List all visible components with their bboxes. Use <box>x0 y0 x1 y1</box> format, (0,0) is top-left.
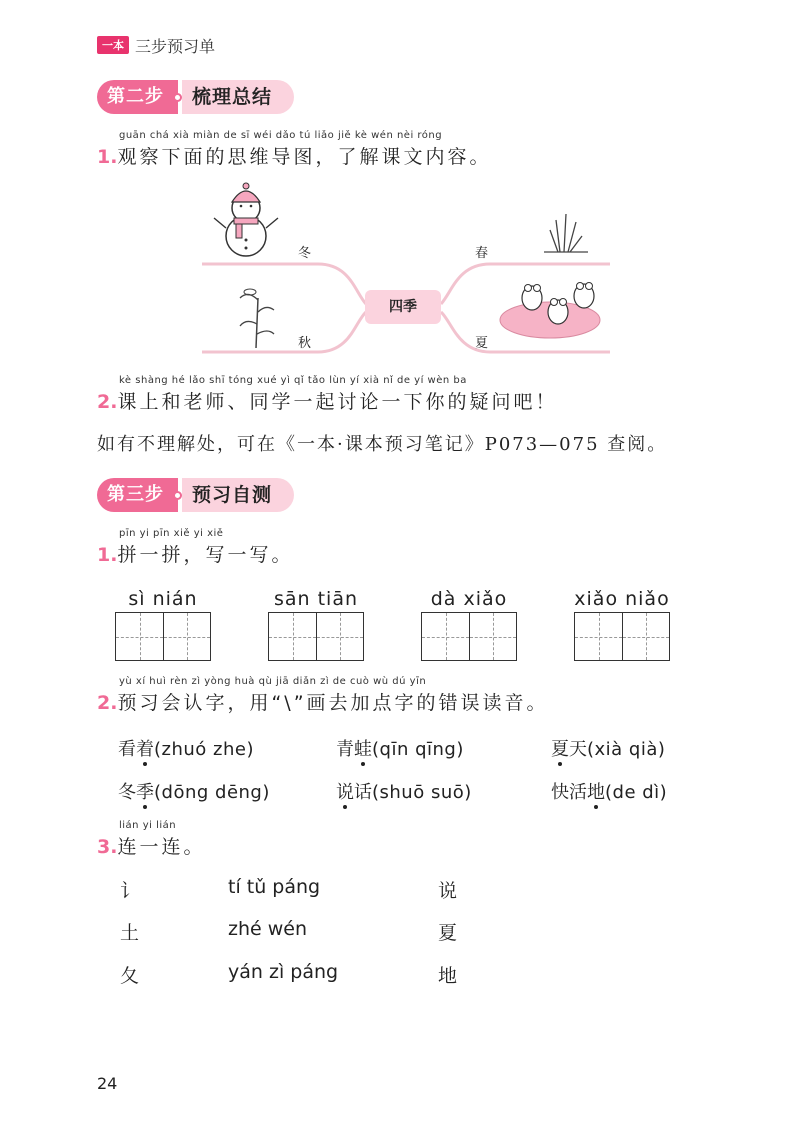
reading-item-5: 说话(shuō suō) <box>336 778 472 804</box>
match-radical-name[interactable]: zhé wén <box>228 918 308 940</box>
match-radical[interactable]: 夂 <box>120 965 140 987</box>
match-radical[interactable]: 土 <box>120 922 140 944</box>
writing-grid-pinyin: xiǎo niǎo <box>574 588 670 610</box>
reading-options[interactable]: (xià qià) <box>587 739 666 760</box>
match-radical-name[interactable]: tí tǔ páng <box>228 876 321 898</box>
practice-2-line <box>97 689 549 717</box>
reading-item-4: 冬季(dōng dēng) <box>118 778 270 804</box>
writing-grid-pinyin: sān tiān <box>273 588 359 610</box>
question-2-line <box>97 388 557 416</box>
dotted-char: 说 <box>336 778 354 804</box>
mind-map-summer: 夏 <box>475 336 489 351</box>
reading-options[interactable]: (qīn qīng) <box>372 739 464 760</box>
dotted-char: 夏 <box>551 735 569 761</box>
step3-name: 预习自测 <box>182 478 294 512</box>
question-1 <box>97 130 491 171</box>
question-1-line <box>97 143 491 171</box>
page-header <box>97 36 215 54</box>
dotted-char: 季 <box>136 778 154 804</box>
writing-box[interactable] <box>316 613 363 660</box>
reed-icon <box>544 214 588 252</box>
practice-1-text: 拼一拼，写一写。 <box>117 544 294 566</box>
match-character[interactable]: 地 <box>438 965 458 987</box>
page-number: 24 <box>97 1074 118 1093</box>
step3-banner <box>97 478 294 512</box>
question-2-text: 课上和老师、同学一起讨论一下你的疑问吧！ <box>117 391 558 413</box>
match-character[interactable]: 说 <box>438 880 458 902</box>
writing-box[interactable] <box>469 613 516 660</box>
practice-3-text: 连一连。 <box>117 836 206 858</box>
step3-number: 第三步 <box>97 478 178 512</box>
practice-3-line <box>97 833 205 861</box>
practice-1 <box>97 528 293 569</box>
writing-grid-4 <box>574 588 670 661</box>
reading-item-6: 快活地(de dì) <box>551 778 667 804</box>
practice-2-text: 预习会认字，用“\”画去加点字的错误读音。 <box>117 692 549 714</box>
reading-options[interactable]: (de dì) <box>605 782 668 803</box>
question-2 <box>97 375 557 416</box>
question-2-number: 2. <box>97 391 118 413</box>
match-radical-name[interactable]: yán zì páng <box>228 961 339 983</box>
match-radical[interactable]: 讠 <box>120 880 140 902</box>
reading-item-2: 青蛙(qīn qīng) <box>336 735 464 761</box>
reading-options[interactable]: (dōng dēng) <box>154 782 270 803</box>
reading-item-3: 夏天(xià qià) <box>551 735 665 761</box>
step2-name: 梳理总结 <box>182 80 294 114</box>
reference-note: 如有不理解处，可在《一本·课本预习笔记》P073—075 查阅。 <box>97 434 668 455</box>
writing-box[interactable] <box>269 613 316 660</box>
match-row-1 <box>120 876 480 906</box>
writing-grid-2 <box>268 588 364 661</box>
wheat-icon <box>240 289 274 348</box>
match-character[interactable]: 夏 <box>438 922 458 944</box>
writing-box[interactable] <box>163 613 210 660</box>
writing-box[interactable] <box>622 613 669 660</box>
question-1-number: 1. <box>97 146 118 168</box>
match-row-3 <box>120 961 480 991</box>
mind-map <box>200 180 612 360</box>
mind-map-lines <box>200 180 612 360</box>
question-1-pinyin: guān chá xià miàn de sī wéi dǎo tú liǎo jiě kè wén nèi róng <box>119 130 443 141</box>
writing-grid-pinyin: sì nián <box>128 588 198 610</box>
reading-item-1: 看着(zhuó zhe) <box>118 735 254 761</box>
writing-box[interactable] <box>422 613 469 660</box>
practice-1-line <box>97 541 293 569</box>
match-row-2 <box>120 918 480 948</box>
practice-3-pinyin: lián yi lián <box>119 820 177 831</box>
dotted-char: 蛙 <box>354 735 372 761</box>
dotted-char: 着 <box>136 735 154 761</box>
step2-number: 第二步 <box>97 80 178 114</box>
writing-grid-3 <box>421 588 517 661</box>
reading-options[interactable]: (zhuó zhe) <box>154 739 254 760</box>
practice-2-number: 2. <box>97 692 118 714</box>
step2-banner <box>97 80 294 114</box>
snowman-icon <box>214 183 278 256</box>
question-2-pinyin: kè shàng hé lǎo shī tóng xué yì qǐ tǎo lùn yí xià nǐ de yí wèn ba <box>119 375 467 386</box>
reading-options[interactable]: (shuō suō) <box>372 782 472 803</box>
mind-map-spring: 春 <box>475 246 489 261</box>
mind-map-center: 四季 <box>365 290 441 324</box>
question-1-text: 观察下面的思维导图，了解课文内容。 <box>117 146 492 168</box>
practice-3 <box>97 820 205 861</box>
writing-grid-1 <box>115 588 211 661</box>
frogs-on-lilypad-icon <box>500 283 600 339</box>
writing-box[interactable] <box>575 613 622 660</box>
practice-2-pinyin: yù xí huì rèn zì yòng huà qù jiā diǎn zì de cuò wù dú yīn <box>119 676 427 687</box>
practice-1-pinyin: pīn yi pīn xiě yi xiě <box>119 528 224 539</box>
brand-logo: 一本 <box>97 36 129 54</box>
practice-1-number: 1. <box>97 544 118 566</box>
dotted-char: 地 <box>587 778 605 804</box>
practice-2 <box>97 676 549 717</box>
step3-dot-icon <box>173 491 182 500</box>
step2-dot-icon <box>173 93 182 102</box>
header-title: 三步预习单 <box>135 36 216 56</box>
writing-grid-pinyin: dà xiǎo <box>430 588 508 610</box>
mind-map-autumn: 秋 <box>298 336 312 351</box>
mind-map-winter: 冬 <box>298 246 312 261</box>
practice-3-number: 3. <box>97 836 118 858</box>
writing-box[interactable] <box>116 613 163 660</box>
